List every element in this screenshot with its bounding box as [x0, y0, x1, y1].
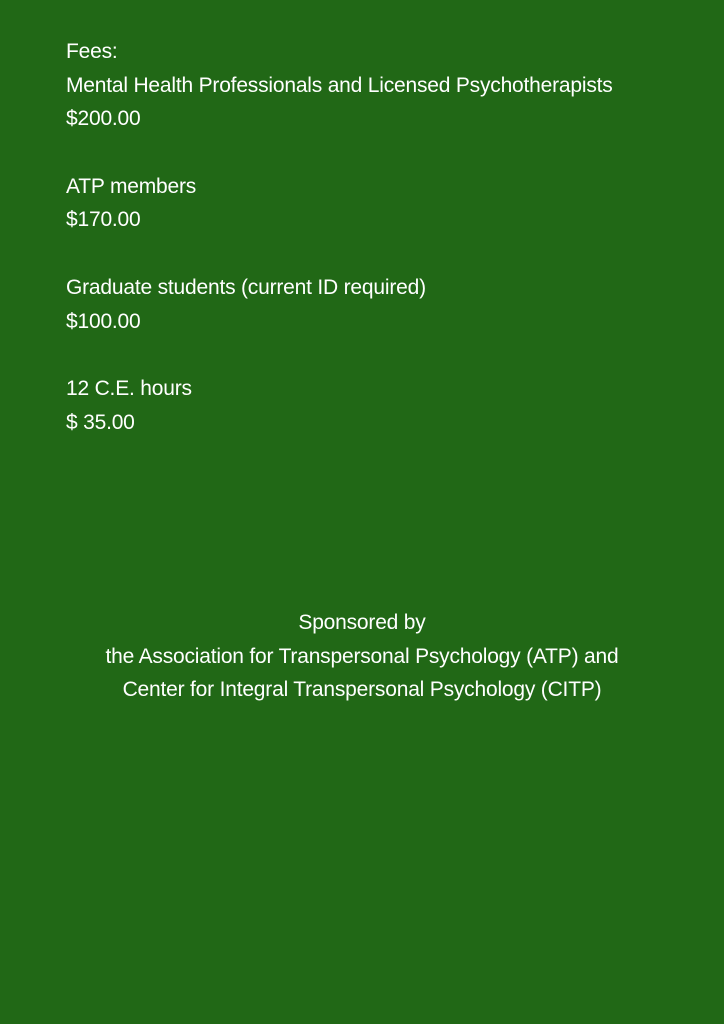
sponsor-section	[0, 606, 724, 707]
fee-price-ce-hours: $ 35.00	[66, 410, 135, 434]
fees-heading: Fees:	[66, 40, 118, 63]
fee-label-professionals: Mental Health Professionals and Licensed Psychotherapists	[66, 73, 613, 97]
sponsor-atp: the Association for Transpersonal Psychology (ATP) and	[105, 644, 619, 668]
fees-section	[66, 35, 666, 439]
fee-label-ce-hours: 12 C.E. hours	[66, 376, 192, 400]
sponsor-citp: Center for Integral Transpersonal Psychology (CITP)	[122, 678, 602, 702]
sponsor-intro: Sponsored by	[298, 611, 426, 634]
fee-label-graduate-students: Graduate students (current ID required)	[66, 275, 426, 299]
fee-price-professionals: $200.00	[66, 107, 141, 131]
fee-price-atp-members: $170.00	[66, 208, 141, 232]
fee-label-atp-members: ATP members	[66, 174, 197, 198]
fee-price-graduate-students: $100.00	[66, 309, 141, 333]
spacer	[66, 136, 666, 170]
spacer	[66, 237, 666, 271]
spacer	[66, 338, 666, 372]
